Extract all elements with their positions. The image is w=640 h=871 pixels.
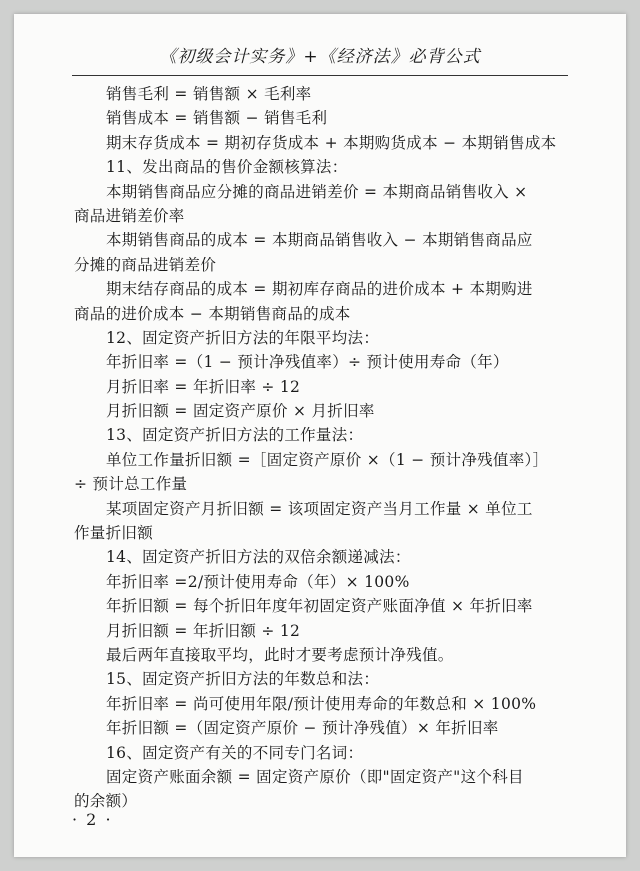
text-line: 商品的进价成本 − 本期销售商品的成本	[74, 304, 351, 323]
text-line: 年折旧额 =（固定资产原价 − 预计净残值）× 年折旧率	[106, 719, 499, 738]
text-line: 15、固定资产折旧方法的年数总和法：	[106, 670, 380, 689]
text-line: 14、固定资产折旧方法的双倍余额递减法：	[106, 548, 411, 567]
text-line: ÷ 预计总工作量	[74, 475, 188, 494]
text-line: 年折旧率 = 尚可使用年限/预计使用寿命的年数总和 × 100%	[106, 694, 537, 713]
text-line: 16、固定资产有关的不同专门名词：	[106, 743, 364, 762]
text-line: 销售成本 = 销售额 − 销售毛利	[106, 109, 328, 128]
text-line: 作量折旧额	[74, 524, 154, 543]
document-body	[74, 82, 568, 814]
document-page	[14, 14, 626, 857]
text-line: 本期销售商品的成本 = 本期商品销售收入 − 本期销售商品应	[106, 231, 533, 250]
header-divider	[72, 75, 568, 76]
text-line: 固定资产账面余额 = 固定资产原价（即"固定资产"这个科目	[106, 767, 524, 786]
text-line: 本期销售商品应分摊的商品进销差价 = 本期商品销售收入 ×	[106, 182, 528, 201]
text-line: 月折旧额 = 年折旧额 ÷ 12	[106, 621, 301, 640]
text-line: 最后两年直接取平均，此时才要考虑预计净残值。	[106, 645, 454, 664]
text-line: 单位工作量折旧额 =［固定资产原价 ×（1 − 预计净残值率）］	[106, 450, 549, 469]
text-line: 年折旧额 = 每个折旧年度年初固定资产账面净值 × 年折旧率	[106, 597, 533, 616]
text-line: 12、固定资产折旧方法的年限平均法：	[106, 328, 380, 347]
text-line: 某项固定资产月折旧额 = 该项固定资产当月工作量 × 单位工	[106, 499, 533, 518]
text-line: 月折旧率 = 年折旧率 ÷ 12	[106, 377, 301, 396]
text-line: 11、发出商品的售价金额核算法：	[106, 158, 348, 177]
text-line: 期末结存商品的成本 = 期初库存商品的进价成本 + 本期购进	[106, 280, 533, 299]
text-line: 分摊的商品进销差价	[74, 255, 217, 274]
text-line: 年折旧率 =2/预计使用寿命（年）× 100%	[106, 572, 410, 591]
text-line: 期末存货成本 = 期初存货成本 + 本期购货成本 − 本期销售成本	[106, 133, 557, 152]
text-line: 13、固定资产折旧方法的工作量法：	[106, 426, 364, 445]
text-line: 的余额）	[74, 792, 138, 811]
page-number: · 2 ·	[72, 810, 113, 829]
page-header-title: 《初级会计实务》+《经济法》必背公式	[159, 47, 481, 67]
text-line: 销售毛利 = 销售额 × 毛利率	[106, 85, 312, 103]
text-line: 商品进销差价率	[74, 206, 185, 225]
text-line: 月折旧额 = 固定资产原价 × 月折旧率	[106, 402, 375, 421]
text-line: 年折旧率 =（1 − 预计净残值率）÷ 预计使用寿命（年）	[106, 353, 509, 372]
